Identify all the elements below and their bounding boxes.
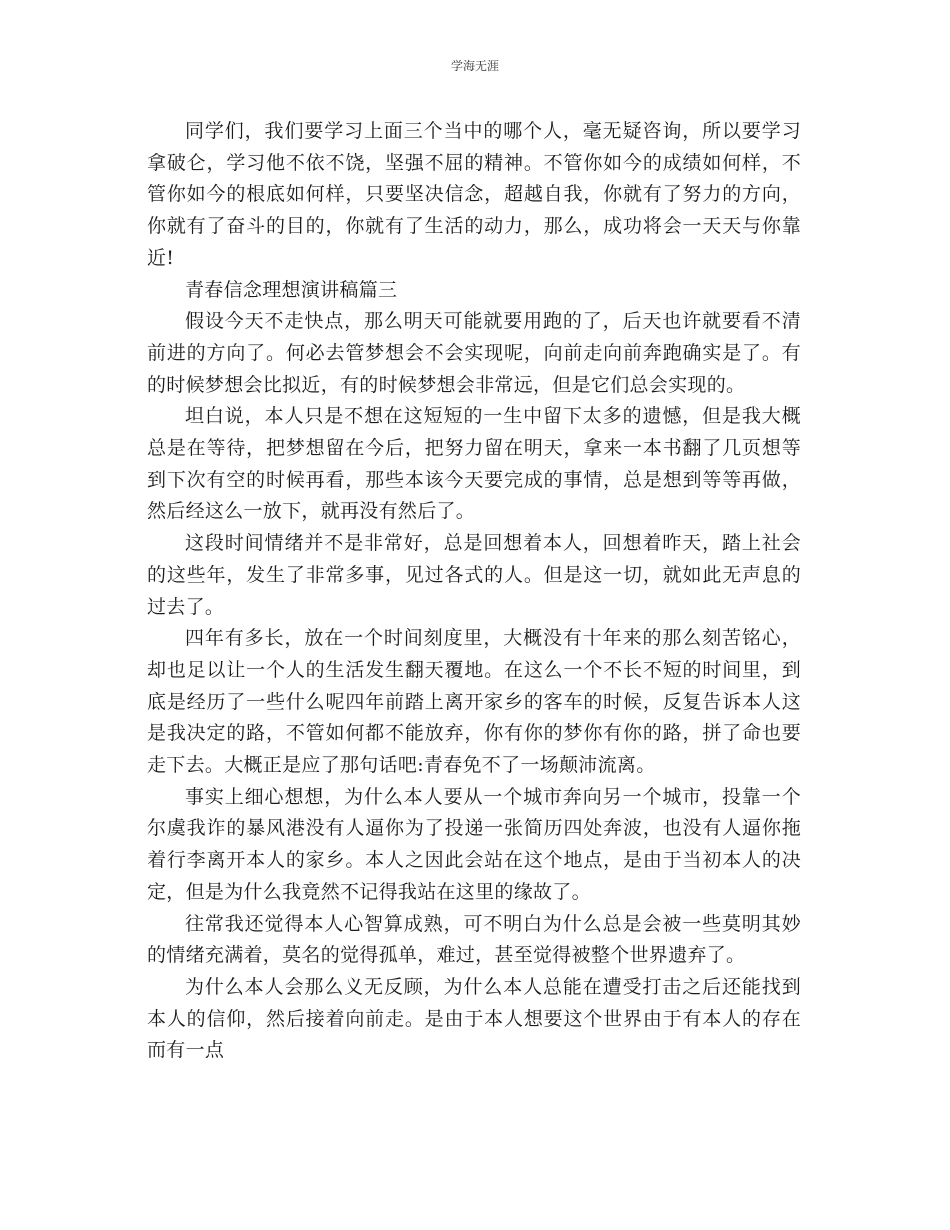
paragraph: 同学们，我们要学习上面三个当中的哪个人，毫无疑咨询，所以要学习拿破仑，学习他不依不饶，坚强不屈的精神。不管你如今的成绩如何样，不管你如今的根底如何样，只要坚决信念，超越自我，你就有了努力的方向，你就有了奋斗的目的，你就有了生活的动力，那么，成功将会一天天与你靠近! [147, 120, 801, 269]
paragraph: 事实上细心想想，为什么本人要从一个城市奔向另一个城市，投靠一个尔虞我诈的暴风港没有人逼你为了投递一张简历四处奔波，也没有人逼你拖着行李离开本人的家乡。本人之因此会站在这个地点，是由于当初本人的决定，但是为什么我竟然不记得我站在这里的缘故了。 [147, 785, 801, 903]
section-heading: 青春信念理想演讲稿篇三 [185, 278, 398, 301]
document-body [147, 116, 801, 1067]
paragraph: 四年有多长，放在一个时间刻度里，大概没有十年来的那么刻苦铭心，却也足以让一个人的生活发生翻天覆地。在这么一个不长不短的时间里，到底是经历了一些什么呢四年前踏上离开家乡的客车的时候，反复告诉本人这是我决定的路，不管如何都不能放弃，你有你的梦你有你的路，拼了命也要走下去。大概正是应了那句话吧:青春免不了一场颠沛流离。 [147, 627, 801, 777]
paragraph: 坦白说，本人只是不想在这短短的一生中留下太多的遗憾，但是我大概总是在等待，把梦想留在今后，把努力留在明天，拿来一本书翻了几页想等到下次有空的时候再看，那些本该今天要完成的事情，总是想到等等再做，然后经这么一放下，就再没有然后了。 [147, 405, 801, 523]
paragraph: 假设今天不走快点，那么明天可能就要用跑的了，后天也许就要看不清前进的方向了。何必去管梦想会不会实现呢，向前走向前奔跑确实是了。有的时候梦想会比拟近，有的时候梦想会非常远，但是它们总会实现的。 [147, 310, 801, 396]
paragraph: 往常我还觉得本人心智算成熟，可不明白为什么总是会被一些莫明其妙的情绪充满着，莫名的觉得孤单，难过，甚至觉得被整个世界遗弃了。 [147, 912, 801, 967]
paragraph: 为什么本人会那么义无反顾，为什么本人总能在遭受打击之后还能找到本人的信仰，然后接着向前走。是由于本人想要这个世界由于有本人的存在而有一点 [147, 975, 801, 1062]
paragraph: 这段时间情绪并不是非常好，总是回想着本人，回想着昨天，踏上社会的这些年，发生了非常多事，见过各式的人。但是这一切，就如此无声息的过去了。 [147, 532, 801, 618]
page-header: 学海无涯 [450, 59, 499, 73]
